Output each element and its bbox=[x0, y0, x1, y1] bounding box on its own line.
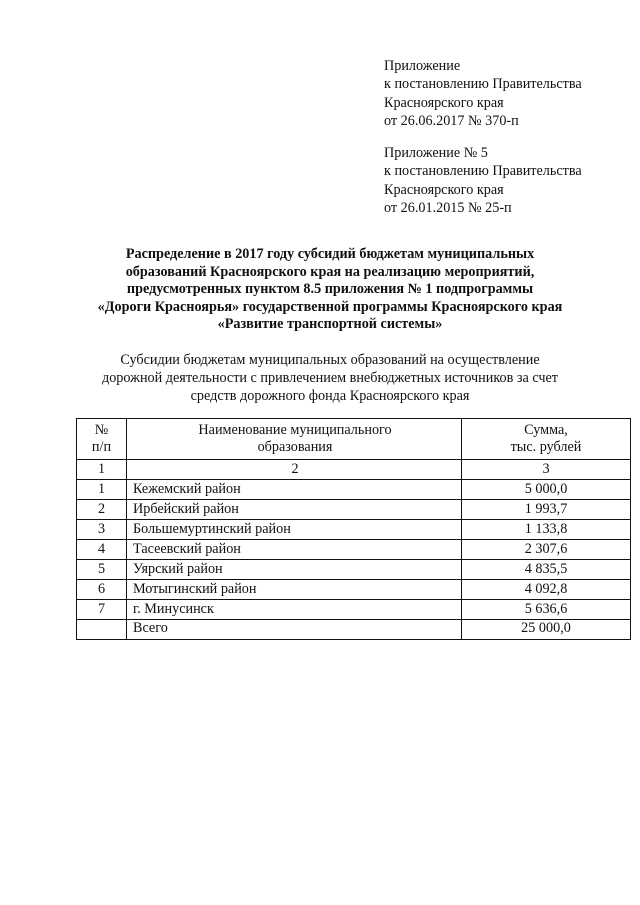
annex-1-line: к постановлению Правительства bbox=[384, 76, 582, 93]
row-name: Мотыгинский район bbox=[127, 580, 462, 600]
row-sum: 2 307,6 bbox=[462, 540, 631, 560]
row-number: 2 bbox=[77, 500, 127, 520]
table-row bbox=[77, 580, 631, 600]
annex-2-line: Красноярского края bbox=[384, 181, 504, 198]
title-line: предусмотренных пунктом 8.5 приложения № 1 подпрограммы bbox=[126, 281, 534, 298]
table-row bbox=[77, 520, 631, 540]
header-number-line2: п/п bbox=[91, 439, 112, 455]
annex-2-line: Приложение № 5 bbox=[384, 145, 488, 161]
row-sum: 4 835,5 bbox=[462, 560, 631, 580]
total-sum: 25 000,0 bbox=[462, 620, 631, 640]
row-name: Кежемский район bbox=[127, 480, 462, 500]
index-cell: 3 bbox=[462, 460, 631, 480]
index-cell: 2 bbox=[127, 460, 462, 480]
table-row bbox=[77, 480, 631, 500]
header-name-line1: Наименование муниципального bbox=[198, 422, 392, 438]
table-header-row bbox=[77, 419, 631, 460]
row-name: г. Минусинск bbox=[127, 600, 462, 620]
header-name-line2: образования bbox=[257, 439, 333, 455]
annex-1-line: от 26.06.2017 № 370-п bbox=[384, 113, 519, 130]
title-line: образований Красноярского края на реализацию мероприятий, bbox=[125, 263, 535, 280]
table-row bbox=[77, 600, 631, 620]
row-sum: 5 000,0 bbox=[462, 480, 631, 500]
title-line: «Развитие транспортной системы» bbox=[217, 316, 443, 333]
row-number: 6 bbox=[77, 580, 127, 600]
annex-1-block bbox=[384, 57, 582, 131]
annex-2-block bbox=[384, 144, 582, 218]
index-cell: 1 bbox=[77, 460, 127, 480]
row-sum: 5 636,6 bbox=[462, 600, 631, 620]
column-index-row bbox=[77, 460, 631, 480]
title-line: Распределение в 2017 году субсидий бюджетам муниципальных bbox=[125, 246, 535, 262]
annex-1-line: Красноярского края bbox=[384, 94, 504, 111]
header-sum-line1: Сумма, bbox=[524, 422, 568, 438]
annex-1-line: Приложение bbox=[384, 58, 461, 74]
row-number: 1 bbox=[77, 480, 127, 500]
total-number-cell bbox=[77, 620, 127, 640]
header-number bbox=[77, 419, 127, 460]
total-row bbox=[77, 620, 631, 640]
row-sum: 4 092,8 bbox=[462, 580, 631, 600]
annex-2-line: к постановлению Правительства bbox=[384, 163, 582, 180]
row-name: Ирбейский район bbox=[127, 500, 462, 520]
row-number: 5 bbox=[77, 560, 127, 580]
table-row bbox=[77, 500, 631, 520]
table-row bbox=[77, 540, 631, 560]
document-title bbox=[0, 246, 640, 334]
header-sum-line2: тыс. рублей bbox=[510, 439, 582, 455]
row-number: 7 bbox=[77, 600, 127, 620]
row-sum: 1 993,7 bbox=[462, 500, 631, 520]
caption-line: дорожной деятельности с привлечением внебюджетных источников за счет bbox=[102, 370, 558, 387]
table-row bbox=[77, 560, 631, 580]
caption-line: средств дорожного фонда Красноярского края bbox=[190, 388, 470, 405]
header-name bbox=[127, 419, 462, 460]
title-line: «Дороги Красноярья» государственной программы Красноярского края bbox=[97, 298, 563, 315]
row-number: 4 bbox=[77, 540, 127, 560]
row-name: Большемуртинский район bbox=[127, 520, 462, 540]
header-number-line1: № bbox=[94, 422, 109, 438]
caption-line: Субсидии бюджетам муниципальных образований на осуществление bbox=[120, 352, 540, 368]
annex-2-line: от 26.01.2015 № 25-п bbox=[384, 200, 512, 217]
row-number: 3 bbox=[77, 520, 127, 540]
subsidy-table bbox=[76, 418, 631, 640]
row-name: Тасеевский район bbox=[127, 540, 462, 560]
row-name: Уярский район bbox=[127, 560, 462, 580]
total-label: Всего bbox=[127, 620, 462, 640]
row-sum: 1 133,8 bbox=[462, 520, 631, 540]
header-sum bbox=[462, 419, 631, 460]
table-caption bbox=[0, 351, 640, 406]
